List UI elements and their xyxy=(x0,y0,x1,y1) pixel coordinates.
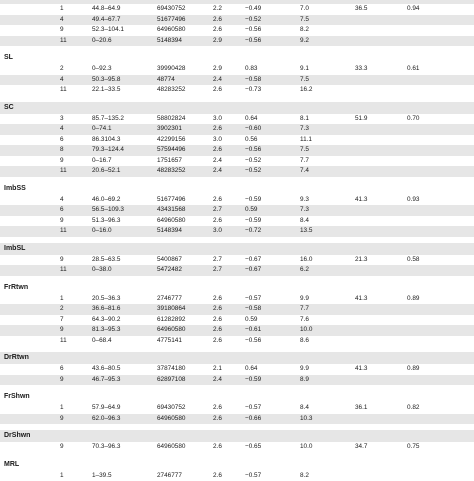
chromosome-cell: 9 xyxy=(60,216,64,227)
trait-header xyxy=(0,183,474,195)
r2-cell: 9.9 xyxy=(300,364,309,375)
trait-header xyxy=(0,430,474,442)
table-row xyxy=(0,336,474,347)
chromosome-cell: 11 xyxy=(60,226,67,237)
lod-cell: 3.0 xyxy=(213,226,222,237)
marker-cell: 69430752 xyxy=(157,403,185,414)
marker-cell: 61282892 xyxy=(157,315,185,326)
lod-cell: 2.6 xyxy=(213,15,222,26)
heritability-cell: 0.93 xyxy=(407,195,419,206)
trait-name: DrRtwn xyxy=(4,352,29,364)
effect-cell: −0.57 xyxy=(245,294,261,305)
effect-cell: −0.58 xyxy=(245,75,261,86)
effect-cell: −0.58 xyxy=(245,304,261,315)
effect-cell: −0.59 xyxy=(245,195,261,206)
marker-cell: 64960580 xyxy=(157,25,185,36)
r2-cell: 8.4 xyxy=(300,403,309,414)
table-row xyxy=(0,4,474,15)
r2-cell: 8.2 xyxy=(300,25,309,36)
interval-cell: 62.0–96.3 xyxy=(92,414,120,425)
trait-header xyxy=(0,391,474,403)
chromosome-cell: 4 xyxy=(60,75,64,86)
interval-cell: 22.1–33.5 xyxy=(92,85,120,96)
marker-cell: 64960580 xyxy=(157,216,185,227)
marker-cell: 48283252 xyxy=(157,166,185,177)
trait-header xyxy=(0,243,474,255)
chromosome-cell: 9 xyxy=(60,156,64,167)
r2-cell: 7.3 xyxy=(300,205,309,216)
interval-cell: 46.7–95.3 xyxy=(92,375,120,386)
marker-cell: 48283252 xyxy=(157,85,185,96)
total-r2-cell: 41.3 xyxy=(355,294,367,305)
r2-cell: 16.2 xyxy=(300,85,312,96)
chromosome-cell: 1 xyxy=(60,4,64,15)
table-row xyxy=(0,375,474,386)
effect-cell: −0.56 xyxy=(245,36,261,47)
interval-cell: 51.3–96.3 xyxy=(92,216,120,227)
marker-cell: 64960580 xyxy=(157,414,185,425)
effect-cell: −0.67 xyxy=(245,255,261,266)
lod-cell: 2.4 xyxy=(213,75,222,86)
r2-cell: 10.3 xyxy=(300,414,312,425)
heritability-cell: 0.89 xyxy=(407,294,419,305)
lod-cell: 2.6 xyxy=(213,85,222,96)
r2-cell: 7.5 xyxy=(300,75,309,86)
interval-cell: 57.9–64.9 xyxy=(92,403,120,414)
table-row xyxy=(0,145,474,156)
lod-cell: 2.6 xyxy=(213,216,222,227)
table-row xyxy=(0,36,474,47)
interval-cell: 46.0–69.2 xyxy=(92,195,120,206)
interval-cell: 49.4–67.7 xyxy=(92,15,120,26)
effect-cell: −0.66 xyxy=(245,414,261,425)
interval-cell: 20.5–36.3 xyxy=(92,294,120,305)
table-row xyxy=(0,315,474,326)
table-row xyxy=(0,64,474,75)
table-row xyxy=(0,15,474,26)
interval-cell: 1–39.5 xyxy=(92,471,112,481)
total-r2-cell: 36.1 xyxy=(355,403,367,414)
lod-cell: 2.6 xyxy=(213,195,222,206)
lod-cell: 2.6 xyxy=(213,442,222,453)
interval-cell: 52.3–104.1 xyxy=(92,25,124,36)
chromosome-cell: 11 xyxy=(60,265,67,276)
r2-cell: 9.3 xyxy=(300,195,309,206)
trait-header xyxy=(0,52,474,64)
effect-cell: 0.64 xyxy=(245,114,257,125)
chromosome-cell: 3 xyxy=(60,114,64,125)
marker-cell: 2746777 xyxy=(157,471,182,481)
lod-cell: 2.7 xyxy=(213,255,222,266)
lod-cell: 2.6 xyxy=(213,145,222,156)
lod-cell: 2.4 xyxy=(213,156,222,167)
heritability-cell: 0.82 xyxy=(407,403,419,414)
trait-name: MRL xyxy=(4,459,19,471)
total-r2-cell: 34.7 xyxy=(355,442,367,453)
trait-name: SC xyxy=(4,102,14,114)
chromosome-cell: 4 xyxy=(60,195,64,206)
chromosome-cell: 2 xyxy=(60,304,64,315)
marker-cell: 42299156 xyxy=(157,135,185,146)
interval-cell: 0–38.0 xyxy=(92,265,112,276)
marker-cell: 37874180 xyxy=(157,364,185,375)
chromosome-cell: 4 xyxy=(60,15,64,26)
r2-cell: 7.7 xyxy=(300,304,309,315)
chromosome-cell: 1 xyxy=(60,294,64,305)
table-row xyxy=(0,255,474,266)
r2-cell: 7.3 xyxy=(300,124,309,135)
chromosome-cell: 11 xyxy=(60,336,67,347)
total-r2-cell: 41.3 xyxy=(355,364,367,375)
r2-cell: 7.5 xyxy=(300,15,309,26)
total-r2-cell: 51.9 xyxy=(355,114,367,125)
table-row xyxy=(0,166,474,177)
trait-header xyxy=(0,459,474,471)
interval-cell: 64.3–90.2 xyxy=(92,315,120,326)
lod-cell: 2.7 xyxy=(213,205,222,216)
total-r2-cell: 41.3 xyxy=(355,195,367,206)
heritability-cell: 0.94 xyxy=(407,4,419,15)
table-row xyxy=(0,205,474,216)
trait-header xyxy=(0,102,474,114)
lod-cell: 2.2 xyxy=(213,4,222,15)
heritability-cell: 0.89 xyxy=(407,364,419,375)
effect-cell: −0.60 xyxy=(245,124,261,135)
interval-cell: 20.6–52.1 xyxy=(92,166,120,177)
marker-cell: 1751657 xyxy=(157,156,182,167)
chromosome-cell: 9 xyxy=(60,25,64,36)
trait-name: ImbSS xyxy=(4,183,26,195)
chromosome-cell: 4 xyxy=(60,124,64,135)
r2-cell: 10.0 xyxy=(300,325,312,336)
r2-cell: 9.9 xyxy=(300,294,309,305)
lod-cell: 2.6 xyxy=(213,294,222,305)
lod-cell: 2.6 xyxy=(213,325,222,336)
effect-cell: −0.59 xyxy=(245,216,261,227)
interval-cell: 0–16.7 xyxy=(92,156,112,167)
heritability-cell: 0.58 xyxy=(407,255,419,266)
lod-cell: 2.6 xyxy=(213,336,222,347)
r2-cell: 8.4 xyxy=(300,216,309,227)
lod-cell: 2.9 xyxy=(213,36,222,47)
chromosome-cell: 9 xyxy=(60,442,64,453)
total-r2-cell: 21.3 xyxy=(355,255,367,266)
marker-cell: 2746777 xyxy=(157,294,182,305)
r2-cell: 7.4 xyxy=(300,166,309,177)
interval-cell: 0–20.6 xyxy=(92,36,112,47)
chromosome-cell: 9 xyxy=(60,414,64,425)
table-row xyxy=(0,304,474,315)
marker-cell: 64960580 xyxy=(157,442,185,453)
chromosome-cell: 11 xyxy=(60,85,67,96)
trait-name: FrRtwn xyxy=(4,282,28,294)
effect-cell: −0.56 xyxy=(245,145,261,156)
effect-cell: −0.56 xyxy=(245,25,261,36)
chromosome-cell: 9 xyxy=(60,255,64,266)
interval-cell: 81.3–95.3 xyxy=(92,325,120,336)
table-row xyxy=(0,265,474,276)
r2-cell: 8.6 xyxy=(300,336,309,347)
interval-cell: 36.6–81.6 xyxy=(92,304,120,315)
chromosome-cell: 6 xyxy=(60,135,64,146)
r2-cell: 13.5 xyxy=(300,226,312,237)
chromosome-cell: 1 xyxy=(60,471,64,481)
r2-cell: 8.1 xyxy=(300,114,309,125)
chromosome-cell: 11 xyxy=(60,36,67,47)
r2-cell: 10.0 xyxy=(300,442,312,453)
heritability-cell: 0.70 xyxy=(407,114,419,125)
table-row xyxy=(0,471,474,481)
r2-cell: 9.2 xyxy=(300,36,309,47)
interval-cell: 0–74.1 xyxy=(92,124,112,135)
table-row xyxy=(0,195,474,206)
table-row xyxy=(0,226,474,237)
marker-cell: 5400867 xyxy=(157,255,182,266)
effect-cell: −0.67 xyxy=(245,265,261,276)
chromosome-cell: 9 xyxy=(60,375,64,386)
interval-cell: 86.3104.3 xyxy=(92,135,120,146)
r2-cell: 8.2 xyxy=(300,471,309,481)
effect-cell: 0.83 xyxy=(245,64,257,75)
effect-cell: −0.52 xyxy=(245,15,261,26)
heritability-cell: 0.61 xyxy=(407,64,419,75)
lod-cell: 2.4 xyxy=(213,375,222,386)
r2-cell: 16.0 xyxy=(300,255,312,266)
table-row xyxy=(0,216,474,227)
table-row xyxy=(0,135,474,146)
interval-cell: 50.3–95.8 xyxy=(92,75,120,86)
marker-cell: 62897108 xyxy=(157,375,185,386)
effect-cell: 0.56 xyxy=(245,135,257,146)
effect-cell: −0.65 xyxy=(245,442,261,453)
interval-cell: 79.3–124.4 xyxy=(92,145,124,156)
effect-cell: −0.52 xyxy=(245,156,261,167)
marker-cell: 5472482 xyxy=(157,265,182,276)
trait-name: DrShwn xyxy=(4,430,30,442)
lod-cell: 2.6 xyxy=(213,315,222,326)
effect-cell: −0.61 xyxy=(245,325,261,336)
marker-cell: 51677496 xyxy=(157,195,185,206)
interval-cell: 28.5–63.5 xyxy=(92,255,120,266)
table-row xyxy=(0,156,474,167)
table-row xyxy=(0,294,474,305)
chromosome-cell: 8 xyxy=(60,145,64,156)
r2-cell: 7.7 xyxy=(300,156,309,167)
lod-cell: 2.6 xyxy=(213,304,222,315)
table-row xyxy=(0,403,474,414)
lod-cell: 3.0 xyxy=(213,114,222,125)
lod-cell: 2.7 xyxy=(213,265,222,276)
chromosome-cell: 7 xyxy=(60,315,64,326)
marker-cell: 57594496 xyxy=(157,145,185,156)
lod-cell: 2.6 xyxy=(213,471,222,481)
lod-cell: 2.6 xyxy=(213,403,222,414)
chromosome-cell: 2 xyxy=(60,64,64,75)
r2-cell: 7.5 xyxy=(300,145,309,156)
chromosome-cell: 6 xyxy=(60,205,64,216)
marker-cell: 64960580 xyxy=(157,325,185,336)
interval-cell: 43.6–80.5 xyxy=(92,364,120,375)
lod-cell: 2.6 xyxy=(213,25,222,36)
total-r2-cell: 36.5 xyxy=(355,4,367,15)
interval-cell: 70.3–96.3 xyxy=(92,442,120,453)
interval-cell: 0–68.4 xyxy=(92,336,112,347)
marker-cell: 39180864 xyxy=(157,304,185,315)
chromosome-cell: 6 xyxy=(60,364,64,375)
marker-cell: 58802824 xyxy=(157,114,185,125)
table-row xyxy=(0,414,474,425)
lod-cell: 2.4 xyxy=(213,166,222,177)
table-row xyxy=(0,364,474,375)
r2-cell: 6.2 xyxy=(300,265,309,276)
interval-cell: 56.5–109.3 xyxy=(92,205,124,216)
interval-cell: 0–16.0 xyxy=(92,226,112,237)
lod-cell: 3.0 xyxy=(213,135,222,146)
table-row xyxy=(0,114,474,125)
table-row xyxy=(0,325,474,336)
lod-cell: 2.1 xyxy=(213,364,222,375)
table-row xyxy=(0,75,474,86)
effect-cell: 0.59 xyxy=(245,315,257,326)
trait-header xyxy=(0,282,474,294)
effect-cell: −0.52 xyxy=(245,166,261,177)
trait-header xyxy=(0,352,474,364)
marker-cell: 5148394 xyxy=(157,226,182,237)
effect-cell: −0.57 xyxy=(245,403,261,414)
effect-cell: 0.59 xyxy=(245,205,257,216)
r2-cell: 7.0 xyxy=(300,4,309,15)
table-row xyxy=(0,25,474,36)
total-r2-cell: 33.3 xyxy=(355,64,367,75)
table-row xyxy=(0,85,474,96)
marker-cell: 4775141 xyxy=(157,336,182,347)
r2-cell: 8.9 xyxy=(300,375,309,386)
trait-name: ImbSL xyxy=(4,243,25,255)
marker-cell: 39990428 xyxy=(157,64,185,75)
r2-cell: 11.1 xyxy=(300,135,312,146)
effect-cell: −0.59 xyxy=(245,375,261,386)
trait-name: SL xyxy=(4,52,13,64)
interval-cell: 44.8–64.9 xyxy=(92,4,120,15)
table-row xyxy=(0,124,474,135)
lod-cell: 2.6 xyxy=(213,124,222,135)
marker-cell: 43431568 xyxy=(157,205,185,216)
heritability-cell: 0.75 xyxy=(407,442,419,453)
effect-cell: −0.73 xyxy=(245,85,261,96)
marker-cell: 51677496 xyxy=(157,15,185,26)
trait-name: FrShwn xyxy=(4,391,30,403)
marker-cell: 48774 xyxy=(157,75,175,86)
effect-cell: −0.57 xyxy=(245,471,261,481)
effect-cell: −0.72 xyxy=(245,226,261,237)
lod-cell: 2.9 xyxy=(213,64,222,75)
marker-cell: 69430752 xyxy=(157,4,185,15)
r2-cell: 9.1 xyxy=(300,64,309,75)
interval-cell: 85.7–135.2 xyxy=(92,114,124,125)
interval-cell: 0–92.3 xyxy=(92,64,112,75)
marker-cell: 5148394 xyxy=(157,36,182,47)
lod-cell: 2.6 xyxy=(213,414,222,425)
r2-cell: 7.6 xyxy=(300,315,309,326)
effect-cell: 0.64 xyxy=(245,364,257,375)
chromosome-cell: 11 xyxy=(60,166,67,177)
chromosome-cell: 9 xyxy=(60,325,64,336)
effect-cell: −0.56 xyxy=(245,336,261,347)
effect-cell: −0.49 xyxy=(245,4,261,15)
marker-cell: 3902301 xyxy=(157,124,182,135)
chromosome-cell: 1 xyxy=(60,403,64,414)
table-row xyxy=(0,442,474,453)
